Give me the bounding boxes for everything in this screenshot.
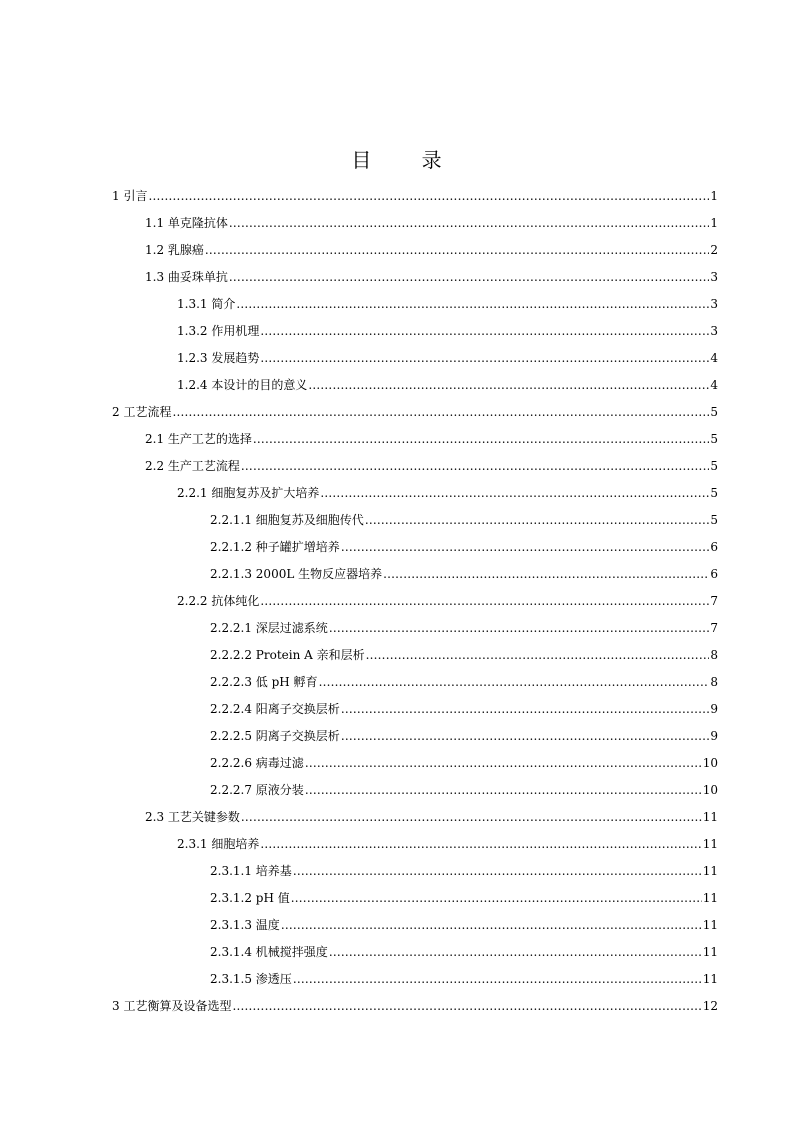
- toc-entry[interactable]: [210, 913, 718, 933]
- toc-entry[interactable]: [210, 724, 718, 744]
- dot-leader: [241, 809, 702, 825]
- toc-entry-label: 2.2.1.2 种子罐扩增培养: [210, 540, 340, 554]
- dot-leader: [329, 620, 710, 636]
- toc-entry-label: 2.3.1.1 培养基: [210, 864, 292, 878]
- toc-entry-label: 1.3.1 简介: [177, 297, 236, 311]
- toc-entry-label: 1.2.4 本设计的目的意义: [177, 378, 308, 392]
- toc-entry[interactable]: [145, 427, 718, 447]
- toc-entry[interactable]: [177, 481, 718, 501]
- toc-page-number: 7: [710, 621, 718, 635]
- dot-leader: [320, 485, 709, 501]
- toc-entry-label: 2.2.2.2 Protein A 亲和层析: [210, 648, 365, 662]
- toc-entry[interactable]: [210, 778, 718, 798]
- toc-entry-label: 2.3.1.3 温度: [210, 918, 280, 932]
- toc-page-number: 3: [710, 324, 718, 338]
- toc-entry[interactable]: [177, 589, 718, 609]
- toc-entry[interactable]: [177, 832, 718, 852]
- toc-entry[interactable]: [177, 373, 718, 393]
- dot-leader: [281, 917, 702, 933]
- toc-entry-label: 1.3 曲妥珠单抗: [145, 270, 228, 284]
- toc-page-number: 5: [710, 513, 718, 527]
- toc-entry-label: 2.2.2.3 低 pH 孵育: [210, 675, 318, 689]
- toc-page-number: 8: [710, 648, 718, 662]
- dot-leader: [260, 836, 701, 852]
- dot-leader: [229, 269, 709, 285]
- toc-page-number: 11: [702, 891, 718, 905]
- toc-entry[interactable]: [210, 859, 718, 879]
- toc-page-number: 2: [710, 243, 718, 257]
- toc-entry-label: 3 工艺衡算及设备选型: [112, 999, 232, 1013]
- toc-entry-label: 2.2.2 抗体纯化: [177, 594, 260, 608]
- dot-leader: [253, 431, 709, 447]
- dot-leader: [319, 674, 710, 690]
- dot-leader: [260, 350, 709, 366]
- dot-leader: [366, 647, 710, 663]
- dot-leader: [341, 539, 710, 555]
- toc-page-number: 5: [710, 405, 718, 419]
- toc-entry-label: 2.3 工艺关键参数: [145, 810, 240, 824]
- toc-page-number: 11: [702, 945, 718, 959]
- toc-entry[interactable]: [210, 562, 718, 582]
- toc-page-number: 6: [710, 567, 718, 581]
- toc-entry-label: 2.3.1 细胞培养: [177, 837, 260, 851]
- toc-entry-label: 2.2.1.3 2000L 生物反应器培养: [210, 567, 383, 581]
- toc-entry-label: 2 工艺流程: [112, 405, 172, 419]
- dot-leader: [341, 701, 710, 717]
- toc-entry[interactable]: [210, 670, 718, 690]
- dot-leader: [291, 890, 702, 906]
- toc-entry[interactable]: [210, 940, 718, 960]
- dot-leader: [172, 404, 709, 420]
- toc-page-number: 4: [710, 378, 718, 392]
- toc-entry-label: 2.3.1.2 pH 值: [210, 891, 290, 905]
- toc-entry-label: 2.2.2.5 阴离子交换层析: [210, 729, 340, 743]
- toc-page-number: 11: [702, 837, 718, 851]
- toc-page-number: 12: [702, 999, 718, 1013]
- toc-page-number: 1: [710, 189, 718, 203]
- dot-leader: [236, 296, 709, 312]
- dot-leader: [383, 566, 709, 582]
- dot-leader: [305, 755, 702, 771]
- dot-leader: [293, 971, 702, 987]
- toc-entry[interactable]: [145, 805, 718, 825]
- toc-page-number: 6: [710, 540, 718, 554]
- dot-leader: [341, 728, 710, 744]
- toc-entry[interactable]: [177, 292, 718, 312]
- toc-page-number: 10: [702, 783, 718, 797]
- toc-entry[interactable]: [145, 454, 718, 474]
- dot-leader: [365, 512, 710, 528]
- page-title: 目 录: [351, 148, 464, 172]
- dot-leader: [260, 323, 709, 339]
- toc-entry-label: 2.3.1.5 渗透压: [210, 972, 292, 986]
- toc-entry-label: 1.2 乳腺癌: [145, 243, 204, 257]
- toc-entry[interactable]: [177, 346, 718, 366]
- dot-leader: [229, 215, 709, 231]
- dot-leader: [308, 377, 709, 393]
- toc-entry[interactable]: [210, 751, 718, 771]
- toc-entry[interactable]: [210, 967, 718, 987]
- toc-entry[interactable]: [112, 994, 718, 1014]
- toc-entry-label: 2.1 生产工艺的选择: [145, 432, 252, 446]
- toc-page-number: 1: [710, 216, 718, 230]
- toc-entry-label: 2.2.1.1 细胞复苏及细胞传代: [210, 513, 364, 527]
- toc-entry-label: 2.2.2.4 阳离子交换层析: [210, 702, 340, 716]
- toc-page-number: 11: [702, 810, 718, 824]
- toc-page-number: 5: [710, 486, 718, 500]
- toc-page-number: 10: [702, 756, 718, 770]
- dot-leader: [205, 242, 709, 258]
- toc-entry[interactable]: [210, 616, 718, 636]
- toc-entry[interactable]: [112, 400, 718, 420]
- dot-leader: [260, 593, 709, 609]
- toc-entry-label: 2.2.2.6 病毒过滤: [210, 756, 304, 770]
- dot-leader: [241, 458, 709, 474]
- toc-entry[interactable]: [177, 319, 718, 339]
- toc-entry-label: 2.2.2.1 深层过滤系统: [210, 621, 328, 635]
- toc-entry-label: 1.2.3 发展趋势: [177, 351, 260, 365]
- toc-entry-label: 2.2 生产工艺流程: [145, 459, 240, 473]
- toc-page-number: 8: [710, 675, 718, 689]
- toc-page-number: 4: [710, 351, 718, 365]
- toc-entry-label: 1 引言: [112, 189, 148, 203]
- toc-entry[interactable]: [210, 697, 718, 717]
- toc-page-number: 11: [702, 972, 718, 986]
- dot-leader: [232, 998, 701, 1014]
- toc-entry[interactable]: [210, 886, 718, 906]
- toc-entry-label: 2.2.2.7 原液分装: [210, 783, 304, 797]
- toc-entry-label: 2.3.1.4 机械搅拌强度: [210, 945, 328, 959]
- toc-entry[interactable]: [210, 535, 718, 555]
- toc-page-number: 7: [710, 594, 718, 608]
- dot-leader: [293, 863, 702, 879]
- toc-page-number: 11: [702, 918, 718, 932]
- dot-leader: [305, 782, 702, 798]
- dot-leader: [329, 944, 702, 960]
- toc-entry[interactable]: [145, 238, 718, 258]
- toc-entry[interactable]: [210, 643, 718, 663]
- toc-page-number: 3: [710, 297, 718, 311]
- toc-entry-label: 1.1 单克隆抗体: [145, 216, 228, 230]
- toc-entry[interactable]: [145, 265, 718, 285]
- toc-entry[interactable]: [145, 211, 718, 231]
- toc-entry[interactable]: [210, 508, 718, 528]
- toc-page-number: 9: [710, 729, 718, 743]
- toc-page-number: 3: [710, 270, 718, 284]
- toc-page-number: 5: [710, 459, 718, 473]
- toc-page-number: 9: [710, 702, 718, 716]
- toc-entry-label: 1.3.2 作用机理: [177, 324, 260, 338]
- toc-page-number: 11: [702, 864, 718, 878]
- dot-leader: [148, 188, 709, 204]
- toc-entry[interactable]: [112, 184, 718, 204]
- toc-page-number: 5: [710, 432, 718, 446]
- toc-entry-label: 2.2.1 细胞复苏及扩大培养: [177, 486, 320, 500]
